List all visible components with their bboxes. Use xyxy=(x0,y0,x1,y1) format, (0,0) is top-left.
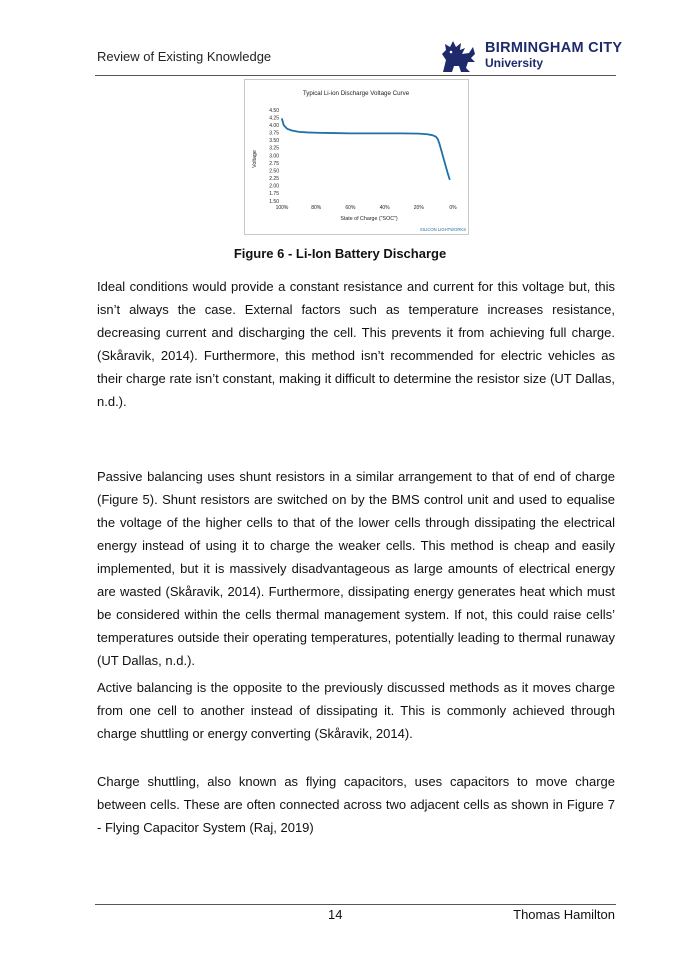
logo-line-2: University xyxy=(485,56,544,70)
x-tick-label: 40% xyxy=(379,205,390,211)
y-tick-label: 2.00 xyxy=(269,183,279,190)
y-tick-label: 3.75 xyxy=(269,130,279,137)
chart-x-ticks xyxy=(276,205,458,211)
y-tick-label: 4.50 xyxy=(269,107,279,114)
discharge-curve-line xyxy=(282,119,450,179)
body-paragraph: Active balancing is the opposite to the previously discussed methods as it moves charge from one cell to another instead of dissipating it. This is commonly achieved through charge shuttling or energy converting (Skåravik, 2014). xyxy=(97,680,615,741)
footer-divider xyxy=(95,904,616,905)
chart-y-ticks xyxy=(269,108,279,205)
y-tick-label: 1.75 xyxy=(269,191,279,198)
y-tick-label: 3.00 xyxy=(269,153,279,160)
y-tick-label: 2.50 xyxy=(269,168,279,175)
footer-author: Thomas Hamilton xyxy=(513,907,615,922)
page-number: 14 xyxy=(328,907,343,922)
griffin-crest-icon xyxy=(437,38,481,74)
chart-series-layer xyxy=(282,119,450,179)
x-tick-label: 60% xyxy=(345,205,356,211)
body-paragraph: Charge shuttling, also known as flying capacitors, uses capacitors to move charge between cells. These are often connected across two adjacent cells as shown in Figure 7 - Flying Capacitor System (Raj, 2019) xyxy=(97,774,615,835)
university-logo xyxy=(437,38,623,74)
y-tick-label: 2.75 xyxy=(269,160,279,167)
body-paragraph: Ideal conditions would provide a constant resistance and current for this voltage but, this isn’t always the case. External factors such as temperature increases resistance, decreasing current and discharging the cell. This prevents it from achieving full charge. (Skåravik, 2014). Furthermore, this method isn’t recommended for electric vehicles as their charge rate isn’t constant, making it difficult to determine the resistor size (UT Dallas, n.d.). xyxy=(97,279,615,409)
running-header-title: Review of Existing Knowledge xyxy=(97,49,272,64)
y-tick-label: 4.00 xyxy=(269,122,279,129)
figure-caption: Figure 6 - Li-Ion Battery Discharge xyxy=(233,246,447,261)
y-tick-label: 3.50 xyxy=(269,138,279,145)
chart-watermark: SILICON LIGHTWORKS xyxy=(419,227,466,232)
body-paragraph: Passive balancing uses shunt resistors in a similar arrangement to that of end of charge (Figure 5). Shunt resistors are switched on by the BMS control unit and used to equalise the voltage of the higher cells to that of the lower cells through dissipating the electrical energy instead of using it to charge the weaker cells. This method is cheap and easily implemented, but it is massively disadvantageous as large amounts of electrical energy are wasted (Skåravik, 2014). Furthermore, dissipating energy generates heat which must be considered within the cells thermal management system. If not, this could raise cells’ temperatures outside their operating temperatures, potentially leading to thermal runaway (UT Dallas, n.d.). xyxy=(97,469,615,668)
y-tick-label: 4.25 xyxy=(269,115,279,122)
y-tick-label: 3.25 xyxy=(269,145,279,152)
x-tick-label: 80% xyxy=(311,205,322,211)
logo-line-1: BIRMINGHAM CITY xyxy=(485,40,623,56)
discharge-chart-figure xyxy=(244,79,469,235)
x-tick-label: 20% xyxy=(413,205,424,211)
chart-y-axis-label: Voltage xyxy=(252,150,258,168)
chart-x-axis-label: State of Charge ("SOC") xyxy=(340,216,398,222)
x-tick-label: 100% xyxy=(275,205,289,211)
header-divider xyxy=(95,75,616,76)
chart-title: Typical Li-ion Discharge Voltage Curve xyxy=(302,90,410,97)
discharge-chart xyxy=(245,80,468,234)
x-tick-label: 0% xyxy=(449,205,457,211)
y-tick-label: 2.25 xyxy=(269,176,279,183)
y-tick-label: 1.50 xyxy=(269,198,279,205)
